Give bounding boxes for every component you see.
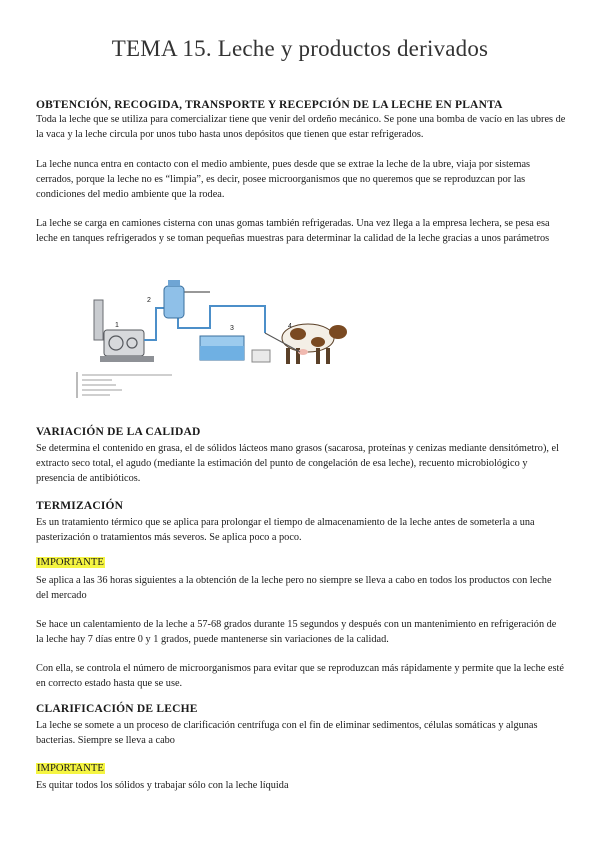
heading-obtencion: OBTENCIÓN, RECOGIDA, TRANSPORTE Y RECEPCIÓN DE LA LECHE EN PLANTA (36, 99, 503, 111)
heading-clarificacion: CLARIFICACIÓN DE LECHE (36, 703, 198, 715)
important-label-termizacion (36, 557, 105, 568)
paragraph-clarificacion: La leche se somete a un proceso de clarificación centrífuga con el fin de eliminar sedimentos, células somáticas y algunas bacterias. Siempre se lleva a cabo (36, 720, 538, 746)
figure-label-2: 2 (147, 297, 151, 304)
paragraph-termizacion-microorganismos: Con ella, se controla el número de microorganismos para evitar que se reproduzcan más rápidamente y permite que la leche esté en correcto estado hasta que se use. (36, 663, 564, 689)
heading-termizacion: TERMIZACIÓN (36, 500, 124, 512)
paragraph-clarificacion-solidos: Es quitar todos los sólidos y trabajar sólo con la leche líquida (36, 780, 289, 791)
figure-label-1: 1 (115, 322, 119, 329)
paragraph-ordeno: Toda la leche que se utiliza para comercializar tiene que venir del ordeño mecánico. Se pone una bomba de vacío en las ubres de la vaca y la leche circula por unos tubo hasta unos depósitos que tienen que estar refrigerados. (36, 114, 566, 140)
figure-label-4: 4 (288, 323, 292, 330)
paragraph-termizacion-36-horas: Se aplica a las 36 horas siguientes a la obtención de la leche pero no siempre se lleva a cabo en todos los productos con leche del mercado (36, 575, 552, 601)
paragraph-termizacion-calentamiento: Se hace un calentamiento de la leche a 57-68 grados durante 15 segundos y después con un mantenimiento en refrigeración de la leche hay 7 días entre 0 y 1 grados, puede mantenerse sin variaciones de la calidad. (36, 619, 557, 645)
highlight-important: IMPORTANTE (37, 557, 104, 568)
paragraph-sistemas-cerrados: La leche nunca entra en contacto con el medio ambiente, pues desde que se extrae la leche de la ubre, viaja por sistemas cerrados, porque la leche no es “limpia”, es decir, posee microorganismos que no queremos que se reproduzcan por las condiciones del medio ambiente que la rodea. (36, 159, 531, 200)
highlight-important: IMPORTANTE (37, 763, 104, 774)
milking-system-diagram (60, 258, 360, 400)
cow-icon (282, 324, 347, 364)
figure-label-3: 3 (230, 325, 234, 332)
paragraph-termizacion-definicion: Es un tratamiento térmico que se aplica para prolongar el tiempo de almacenamiento de la leche antes de someterla a una pasterización o tratamientos más severos. Se aplica poco a poco. (36, 517, 535, 543)
paragraph-camiones-cisterna: La leche se carga en camiones cisterna con unas gomas también refrigeradas. Una vez llega a la empresa lechera, se pesa esa leche en tanques refrigerados y se toman pequeñas muestras para determinar la calidad de la leche gracias a unos parámetros (36, 218, 550, 244)
page-title: TEMA 15. Leche y productos derivados (111, 36, 489, 61)
paragraph-calidad: Se determina el contenido en grasa, el de sólidos lácteos mano grasos (sacarosa, proteínas y cenizas mediante densitómetro), el extracto seco total, el agudo (mediante la estimación del punto de congelación de esa leche), recuento microbiológico y presencia de antibióticos. (36, 443, 559, 484)
heading-calidad: VARIACIÓN DE LA CALIDAD (36, 426, 201, 438)
important-label-clarificacion (36, 763, 105, 774)
